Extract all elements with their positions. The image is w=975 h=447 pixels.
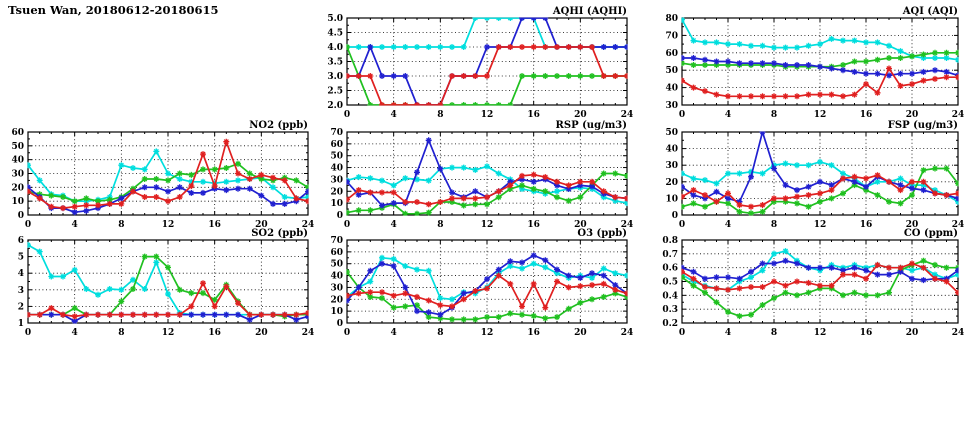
y-tick-label: 0: [671, 211, 678, 221]
y-tick-label: 0.6: [662, 263, 678, 274]
axis-labels: [11, 120, 314, 230]
chart-title-aqhi: AQHI (AQHI): [552, 6, 627, 17]
x-tick-label: 12: [813, 220, 827, 230]
x-tick-label: 12: [813, 328, 827, 338]
x-tick-label: 8: [770, 110, 778, 120]
y-tick-label: 5: [17, 252, 24, 263]
x-tick-label: 24: [301, 220, 315, 230]
y-tick-label: 20: [330, 187, 343, 198]
chart-title-co: CO (ppm): [903, 228, 958, 239]
chart-title-aqi: AQI (AQI): [902, 6, 958, 17]
y-tick-label: 10: [330, 307, 343, 318]
y-tick-label: 2.0: [327, 101, 343, 111]
x-tick-label: 24: [301, 328, 315, 338]
y-tick-label: 0: [336, 211, 343, 221]
x-tick-label: 20: [255, 220, 268, 230]
x-tick-label: 4: [390, 328, 397, 338]
y-tick-label: 40: [330, 271, 343, 282]
x-tick-label: 12: [161, 220, 175, 230]
y-tick-label: 3.5: [327, 57, 343, 68]
y-tick-label: 3.0: [327, 72, 343, 82]
x-tick-label: 24: [951, 220, 965, 230]
x-tick-label: 8: [118, 328, 125, 338]
chart-title-no2: NO2 (ppb): [249, 120, 308, 131]
y-tick-label: 0.3: [662, 305, 678, 316]
x-tick-label: 0: [24, 220, 32, 230]
x-tick-label: 16: [208, 220, 221, 230]
x-tick-label: 20: [905, 110, 919, 120]
y-tick-label: 50: [330, 259, 343, 270]
chart-title-fsp: FSP (ug/m3): [887, 120, 958, 131]
x-tick-label: 12: [161, 328, 175, 338]
y-tick-label: 30: [330, 283, 343, 294]
chart-title-o3: O3 (ppb): [577, 228, 627, 239]
x-tick-label: 8: [437, 328, 444, 338]
y-tick-label: 30: [11, 169, 24, 180]
x-tick-label: 4: [71, 220, 78, 230]
x-tick-label: 16: [527, 110, 540, 120]
x-tick-label: 4: [390, 220, 397, 230]
grid-lines: [682, 240, 958, 323]
chart-o3: [320, 226, 637, 343]
y-tick-label: 70: [330, 128, 343, 138]
chart-so2: [1, 226, 318, 343]
y-tick-label: 10: [665, 194, 678, 205]
x-tick-label: 24: [620, 110, 634, 120]
y-tick-label: 70: [665, 31, 678, 42]
x-tick-label: 8: [770, 220, 778, 230]
y-tick-label: 60: [330, 247, 343, 258]
y-tick-label: 2.5: [327, 86, 343, 97]
chart-co: [655, 226, 968, 343]
x-tick-label: 16: [208, 328, 221, 338]
series-red-so2: [25, 280, 311, 319]
x-tick-label: 20: [905, 220, 919, 230]
x-tick-label: 12: [813, 110, 827, 120]
x-tick-label: 24: [620, 328, 634, 338]
x-tick-label: 20: [574, 328, 587, 338]
grid-lines: [347, 18, 627, 105]
chart-fsp: [655, 118, 968, 235]
y-tick-label: 0.5: [662, 277, 678, 288]
axis-labels: [330, 228, 633, 338]
x-tick-label: 12: [480, 220, 494, 230]
y-tick-label: 30: [665, 161, 678, 172]
x-tick-label: 12: [480, 328, 494, 338]
y-tick-label: 20: [330, 295, 343, 306]
x-tick-label: 16: [527, 328, 540, 338]
y-tick-label: 50: [330, 151, 343, 162]
x-tick-label: 24: [620, 220, 634, 230]
y-tick-label: 4.5: [327, 28, 343, 39]
y-tick-label: 5.0: [327, 14, 343, 24]
y-tick-label: 80: [665, 14, 678, 24]
x-tick-label: 4: [71, 328, 78, 338]
y-tick-label: 50: [11, 141, 24, 152]
y-tick-label: 50: [665, 66, 678, 77]
x-tick-label: 0: [24, 328, 32, 338]
x-tick-label: 4: [724, 328, 732, 338]
x-tick-label: 4: [724, 110, 732, 120]
y-tick-label: 0: [17, 211, 24, 221]
x-tick-label: 20: [574, 110, 587, 120]
y-tick-label: 40: [330, 163, 343, 174]
x-tick-label: 8: [770, 328, 778, 338]
chart-title-so2: SO2 (ppb): [251, 228, 308, 239]
x-tick-label: 20: [905, 328, 919, 338]
x-tick-label: 0: [678, 110, 686, 120]
x-tick-label: 8: [118, 220, 125, 230]
x-tick-label: 8: [437, 110, 444, 120]
y-tick-label: 3: [17, 285, 24, 296]
y-tick-label: 40: [11, 155, 24, 166]
chart-title-rsp: RSP (ug/m3): [555, 120, 627, 131]
y-tick-label: 1: [17, 319, 24, 329]
series-markers: [25, 280, 311, 319]
y-tick-label: 60: [665, 48, 678, 59]
x-tick-label: 16: [859, 220, 873, 230]
chart-aqhi: [320, 4, 637, 125]
y-tick-label: 10: [330, 199, 343, 210]
y-tick-label: 30: [665, 101, 678, 111]
chart-aqi: [655, 4, 968, 125]
y-tick-label: 0: [336, 319, 343, 329]
x-tick-label: 16: [527, 220, 540, 230]
y-tick-label: 20: [11, 183, 24, 194]
x-tick-label: 20: [574, 220, 587, 230]
chart-no2: [1, 118, 318, 235]
y-tick-label: 0.8: [662, 236, 678, 246]
x-tick-label: 0: [343, 220, 351, 230]
y-tick-label: 0.4: [662, 291, 678, 302]
y-tick-label: 4.0: [327, 43, 343, 53]
axis-labels: [662, 228, 964, 338]
y-tick-label: 60: [330, 139, 343, 150]
x-tick-label: 16: [859, 328, 873, 338]
y-tick-label: 2: [17, 302, 24, 313]
page-title: Tsuen Wan, 20180612-20180615: [8, 3, 219, 17]
y-tick-label: 4: [17, 269, 24, 280]
x-tick-label: 16: [859, 110, 873, 120]
axis-labels: [665, 6, 964, 120]
axis-labels: [665, 120, 964, 230]
x-tick-label: 24: [951, 110, 965, 120]
x-tick-label: 0: [343, 328, 351, 338]
series-red-aqi: [679, 66, 961, 100]
x-tick-label: 0: [678, 220, 686, 230]
x-tick-label: 4: [724, 220, 732, 230]
x-tick-label: 0: [678, 328, 686, 338]
axis-labels: [330, 120, 633, 230]
x-tick-label: 24: [951, 328, 965, 338]
y-tick-label: 6: [17, 236, 24, 246]
y-tick-label: 50: [665, 128, 678, 138]
x-tick-label: 20: [255, 328, 268, 338]
y-tick-label: 40: [665, 144, 678, 155]
x-tick-label: 0: [343, 110, 351, 120]
series-markers: [25, 254, 311, 320]
y-tick-label: 40: [665, 83, 678, 94]
x-tick-label: 12: [480, 110, 494, 120]
y-tick-label: 0.7: [662, 249, 678, 260]
y-tick-label: 10: [11, 197, 24, 208]
y-tick-label: 0.2: [662, 319, 678, 329]
series-blue-co: [679, 258, 961, 283]
x-tick-label: 4: [390, 110, 397, 120]
series-green-so2: [25, 254, 311, 320]
axis-labels: [18, 228, 315, 338]
y-tick-label: 70: [330, 236, 343, 246]
y-tick-label: 30: [330, 175, 343, 186]
chart-rsp: [320, 118, 637, 235]
y-tick-label: 20: [665, 177, 678, 188]
y-tick-label: 60: [11, 128, 24, 138]
x-tick-label: 8: [437, 220, 444, 230]
